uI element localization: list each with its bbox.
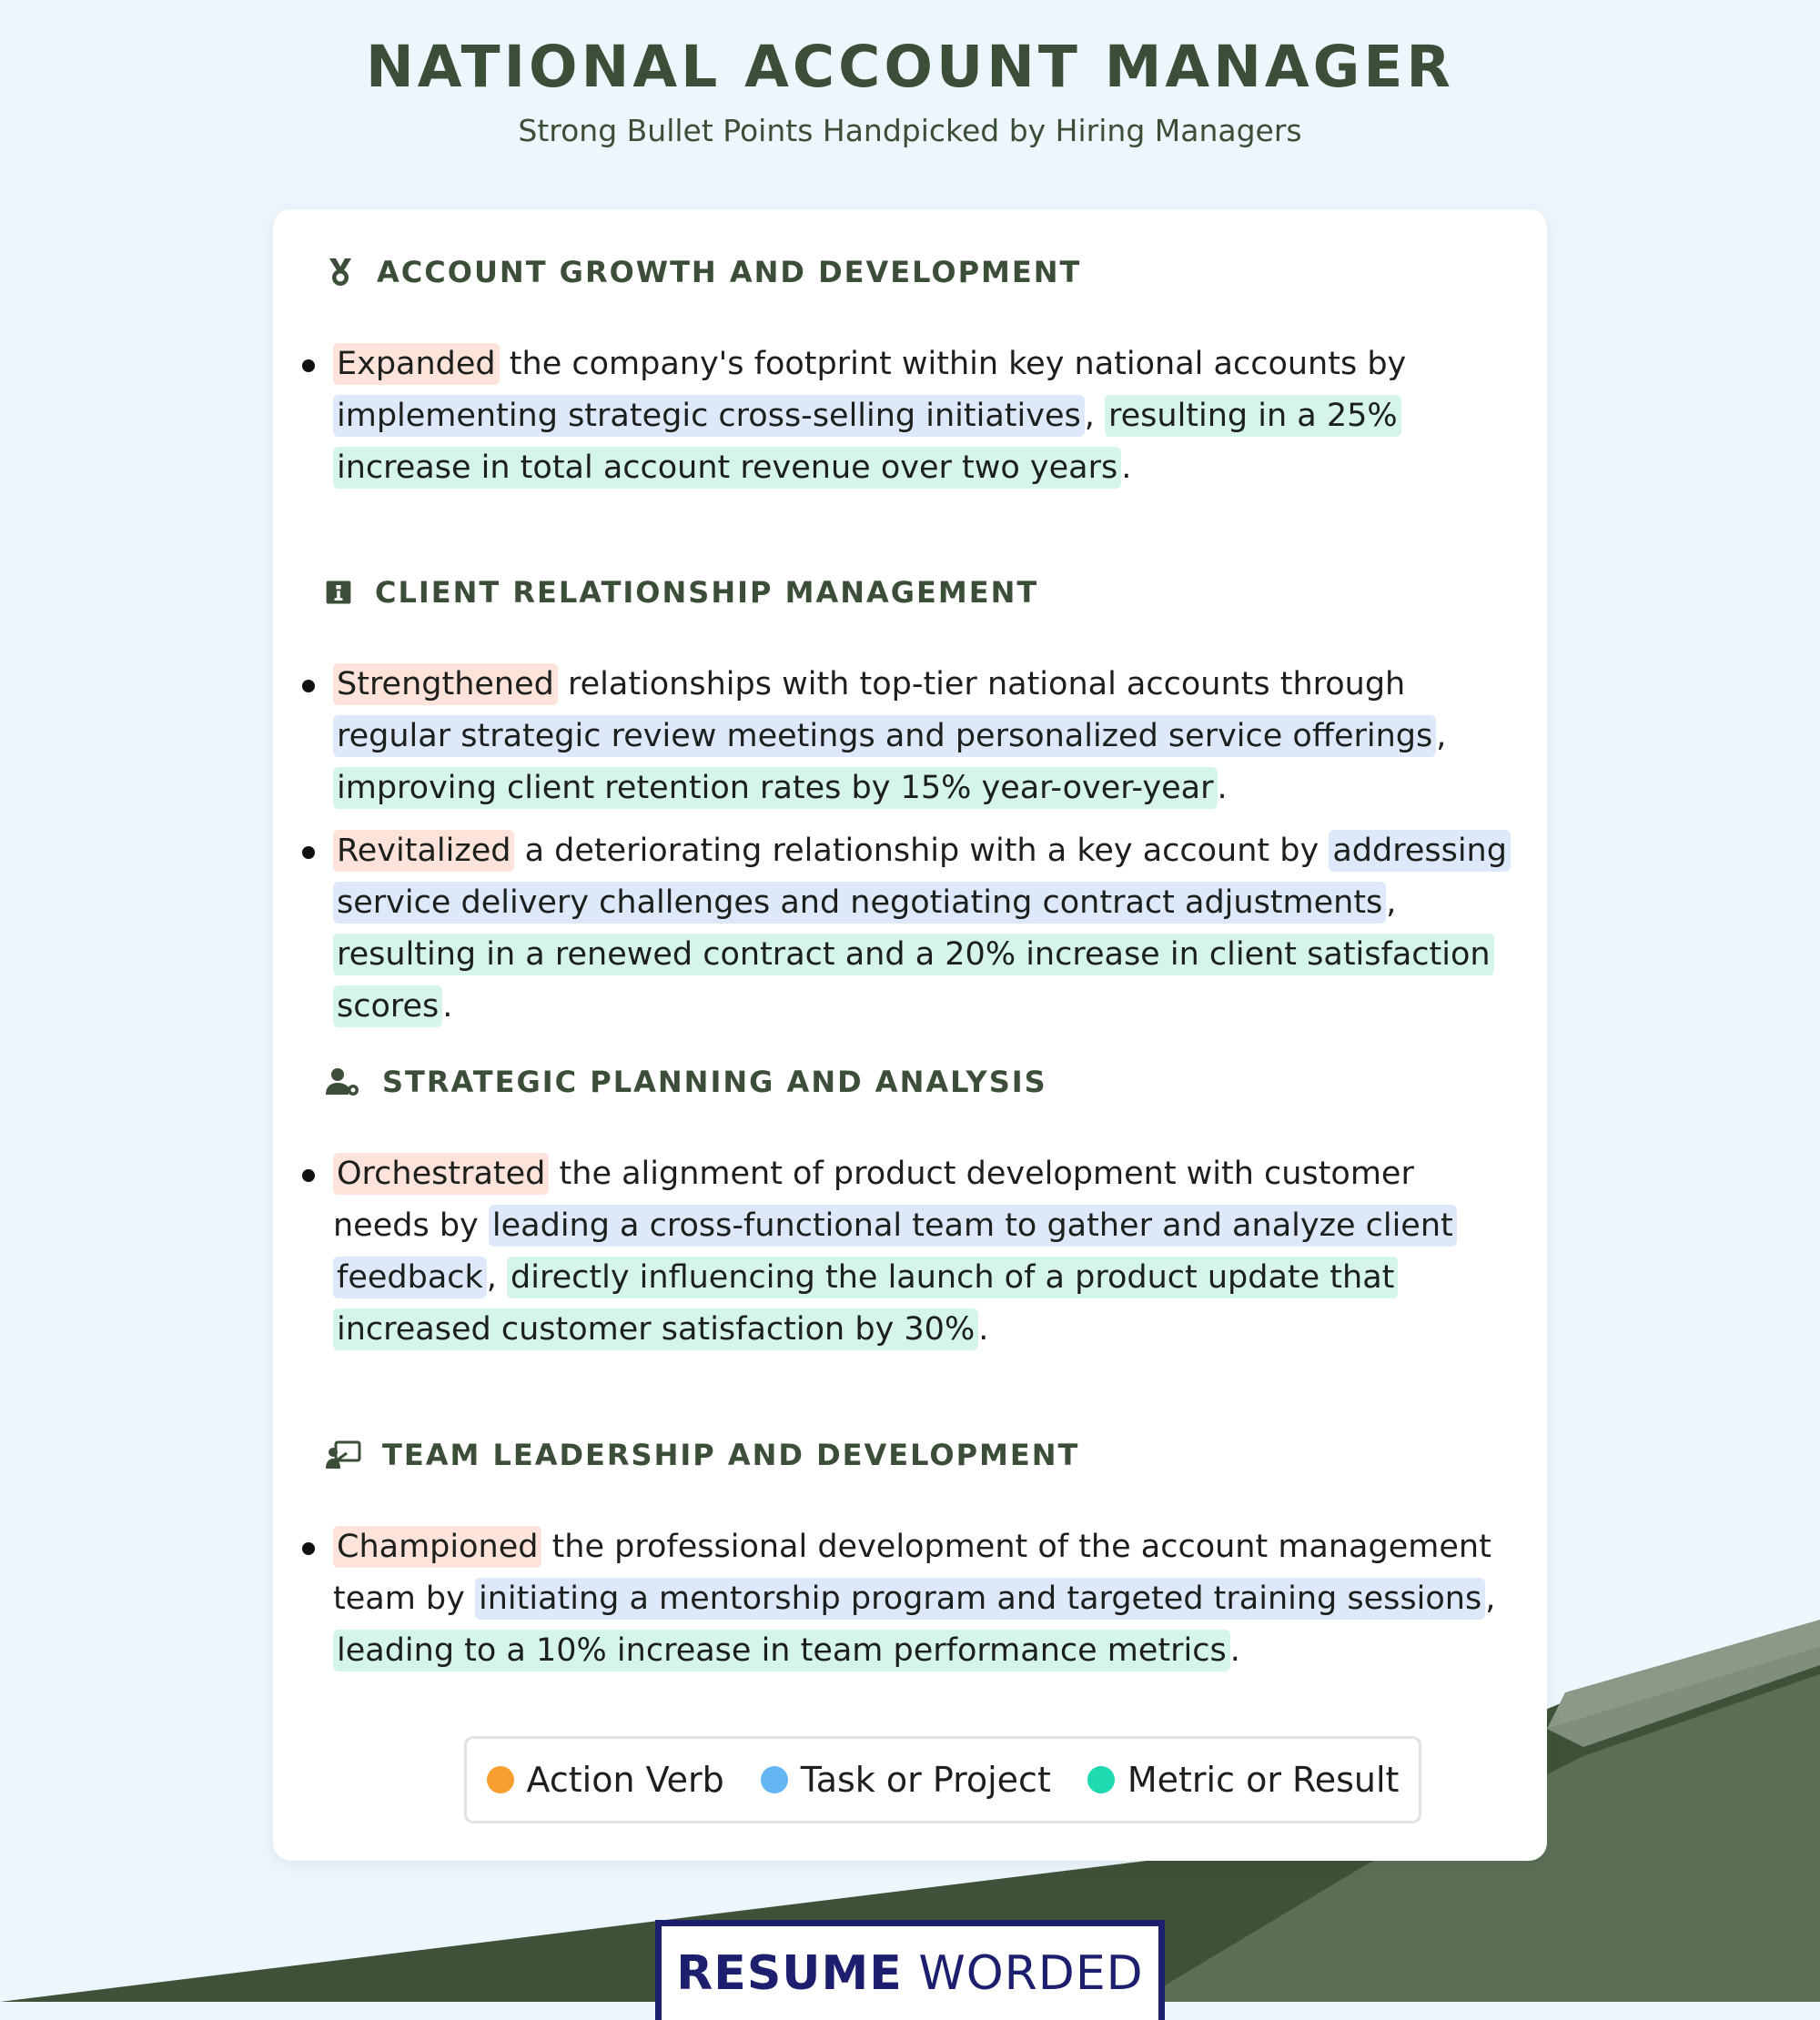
bullet-end: . xyxy=(1121,449,1132,486)
section-title: ACCOUNT GROWTH AND DEVELOPMENT xyxy=(377,255,1082,289)
metric-highlight: resulting in a renewed contract and a 20% increase in client satisfaction scores xyxy=(333,934,1494,1027)
action-verb: Expanded xyxy=(333,343,500,385)
task-highlight: leading a cross-functional team to gather and analyze client feedback xyxy=(333,1205,1457,1298)
logo-bold-word: RESUME xyxy=(676,1946,903,2001)
task-highlight: implementing strategic cross-selling initiatives xyxy=(333,395,1085,437)
section-title: TEAM LEADERSHIP AND DEVELOPMENT xyxy=(382,1438,1080,1472)
list-item xyxy=(273,338,1547,494)
bullet-text: , xyxy=(1436,718,1447,754)
metric-highlight: resulting in a 25% increase in total account revenue over two years xyxy=(333,395,1401,489)
id-badge-icon xyxy=(324,578,353,607)
page-subtitle: Strong Bullet Points Handpicked by Hiring Managers xyxy=(518,113,1302,148)
bullet-text: relationships with top-tier national accounts through xyxy=(557,666,1406,702)
list-item xyxy=(273,1521,1547,1677)
task-highlight: initiating a mentorship program and targeted training sessions xyxy=(475,1578,1485,1620)
section-heading xyxy=(324,249,1081,295)
bullet-text: , xyxy=(1084,398,1105,434)
page-title: NATIONAL ACCOUNT MANAGER xyxy=(366,34,1454,100)
user-settings-icon xyxy=(324,1066,362,1098)
section-heading xyxy=(324,1432,1079,1478)
legend-item-action-verb xyxy=(487,1760,724,1800)
legend-item-metric-result xyxy=(1087,1760,1400,1800)
orange-dot-icon xyxy=(487,1766,514,1793)
logo-regular-word: WORDED xyxy=(918,1946,1144,2001)
bullet-list xyxy=(273,1521,1547,1688)
highlight-legend xyxy=(464,1736,1421,1823)
section-heading xyxy=(324,570,1038,615)
bullet-text: , xyxy=(486,1259,508,1296)
blue-dot-icon xyxy=(761,1766,788,1793)
bullet-text: the alignment of product development with customer needs by xyxy=(333,1156,1414,1244)
bullet-points-card xyxy=(273,209,1547,1861)
list-item xyxy=(273,1148,1547,1356)
bullet-list xyxy=(273,1148,1547,1367)
legend-label: Metric or Result xyxy=(1127,1760,1400,1800)
section-heading xyxy=(324,1059,1047,1105)
bullet-text: , xyxy=(1485,1581,1496,1617)
bullet-list xyxy=(273,659,1547,1044)
section-title: STRATEGIC PLANNING AND ANALYSIS xyxy=(382,1065,1047,1099)
bullet-end: . xyxy=(1217,770,1228,806)
list-item xyxy=(273,659,1547,814)
list-item xyxy=(273,825,1547,1033)
action-verb: Championed xyxy=(333,1526,541,1568)
legend-label: Action Verb xyxy=(526,1760,724,1800)
task-highlight: regular strategic review meetings and personalized service offerings xyxy=(333,715,1436,757)
bullet-end: . xyxy=(442,988,453,1025)
task-highlight: addressing service delivery challenges and negotiating contract adjustments xyxy=(333,830,1511,924)
medal-icon xyxy=(324,256,357,288)
action-verb: Strengthened xyxy=(333,663,558,705)
action-verb: Revitalized xyxy=(333,830,514,872)
legend-label: Task or Project xyxy=(800,1760,1051,1800)
resume-worded-logo xyxy=(655,1920,1165,2020)
metric-highlight: directly influencing the launch of a product update that increased customer satisfaction by 30% xyxy=(333,1257,1398,1350)
teal-dot-icon xyxy=(1087,1766,1115,1793)
page-header xyxy=(0,31,1820,151)
metric-highlight: improving client retention rates by 15% year-over-year xyxy=(333,767,1218,809)
legend-item-task-project xyxy=(761,1760,1051,1800)
bullet-text: , xyxy=(1386,884,1397,921)
metric-highlight: leading to a 10% increase in team performance metrics xyxy=(333,1630,1230,1672)
bullet-end: . xyxy=(1229,1632,1240,1669)
bullet-text: the professional development of the account management team by xyxy=(333,1529,1491,1617)
bullet-end: . xyxy=(978,1311,989,1348)
action-verb: Orchestrated xyxy=(333,1153,549,1195)
logo-text xyxy=(676,1946,1143,2001)
bullet-text: the company's footprint within key national accounts by xyxy=(499,346,1407,382)
bullet-text: a deteriorating relationship with a key account by xyxy=(514,833,1330,869)
section-title: CLIENT RELATIONSHIP MANAGEMENT xyxy=(375,575,1039,610)
presentation-icon xyxy=(324,1439,362,1471)
bullet-list xyxy=(273,338,1547,505)
